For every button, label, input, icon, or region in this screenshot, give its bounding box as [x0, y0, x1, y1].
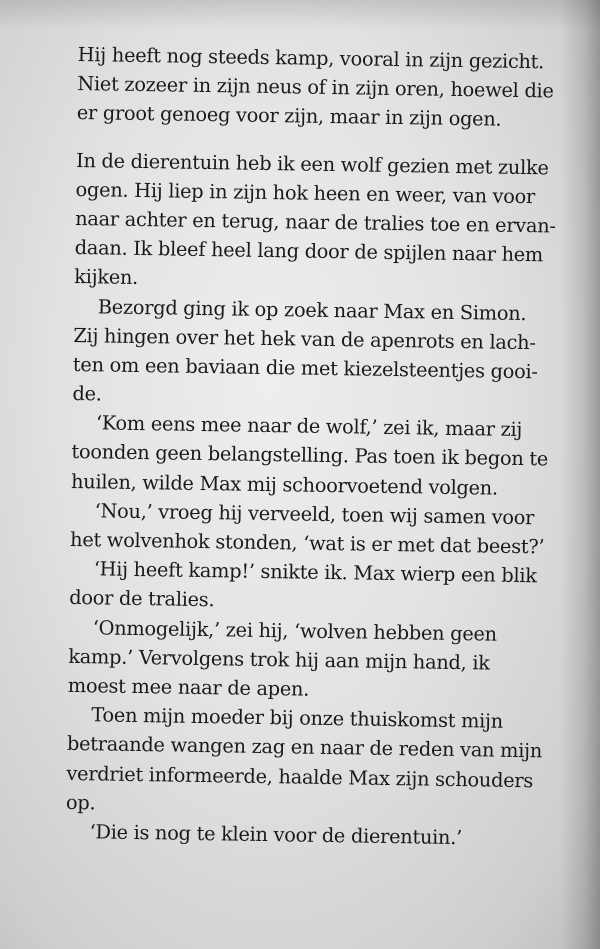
text-line: er groot genoeg voor zijn, maar in zijn ogen.: [76, 101, 502, 132]
text-line: daan. Ik bleef heel lang door de spijlen naar hem: [74, 236, 544, 267]
text-line: betraande wangen zag en naar de reden van mijn: [66, 732, 543, 763]
text-line: naar achter en terug, naar de tralies toe en ervan-: [75, 206, 556, 238]
text-line: ogen. Hij liep in zijn hok heen en weer, van voor: [75, 177, 536, 208]
paragraph-1: [77, 40, 573, 135]
paragraph-6: [69, 554, 565, 620]
text-line: ten om een baviaan die met kiezelsteentjes gooi-: [72, 352, 538, 384]
text-line: Hij heeft nog steeds kamp, vooral in zijn gezicht.: [77, 42, 545, 74]
text-line: Bezorgd ging ik op zoek naar Max en Simon.: [97, 294, 527, 325]
text-line: ‘Nou,’ vroeg hij verveeld, toen wij samen voor: [94, 499, 535, 530]
text-line: Zij hingen over het hek van de apenrots en lach-: [73, 323, 536, 354]
text-line: In de dierentuin heb ik een wolf gezien met zulke: [75, 148, 549, 179]
page-top-shadow: [0, 0, 600, 30]
paragraph-4: [71, 408, 567, 503]
page-text: [65, 40, 573, 854]
text-line: verdriet informeerde, haalde Max zijn schouders: [66, 761, 534, 792]
paragraph-2: [74, 146, 571, 300]
text-line: kijken.: [74, 265, 139, 290]
text-line: het wolvenhok stonden, ‘wat is er met dat beest?’: [69, 527, 545, 559]
paragraph-7: [68, 612, 564, 707]
text-line: ‘Kom eens mee naar de wolf,’ zei ik, maar zij: [95, 411, 523, 442]
text-line: Toen mijn moeder bij onze thuiskomst mijn: [91, 703, 504, 733]
paragraph-5: [70, 496, 566, 562]
text-line: de.: [72, 382, 102, 406]
text-line: ‘Die is nog te klein voor de dierentuin.’: [89, 820, 463, 850]
text-line: ‘Onmogelijk,’ zei hij, ‘wolven hebben geen: [92, 615, 498, 646]
text-line: Niet zozeer in zijn neus of in zijn oren, hoewel die: [77, 72, 554, 103]
text-line: op.: [65, 790, 96, 815]
text-line: huilen, wilde Max mij schoorvoetend volgen.: [70, 469, 499, 500]
text-line: door de tralies.: [69, 586, 215, 612]
paragraph-3: [72, 291, 569, 416]
text-line: ‘Hij heeft kamp!’ snikte ik. Max wierp een blik: [93, 557, 537, 588]
text-line: toonden geen belangstelling. Pas toen ik begon te: [71, 440, 549, 471]
text-line: moest mee naar de apen.: [67, 673, 310, 701]
paragraph-8: [66, 700, 563, 825]
text-line: kamp.’ Vervolgens trok hij aan mijn hand, ik: [68, 644, 490, 675]
